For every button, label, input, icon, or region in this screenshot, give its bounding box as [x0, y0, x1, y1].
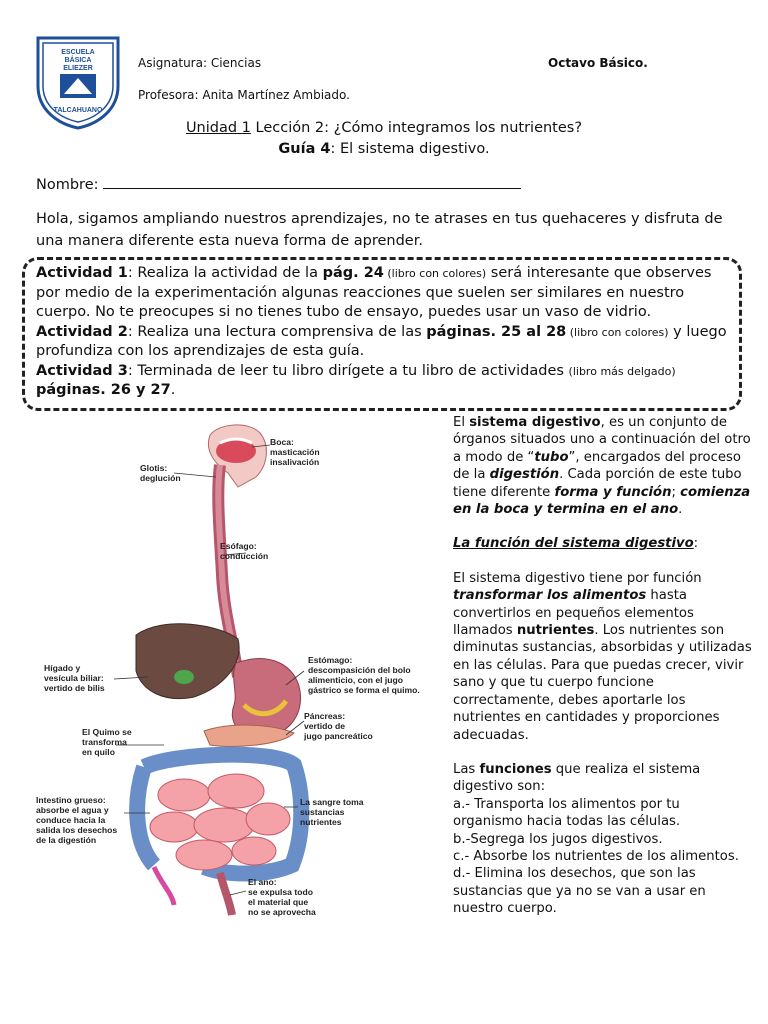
- p1-b: sistema digestivo: [469, 415, 601, 430]
- heading-colon: :: [693, 536, 699, 552]
- definition-paragraph: [453, 414, 753, 518]
- p2-d: nutrientes: [516, 623, 595, 639]
- activity-1-text: : Realiza la actividad de la: [127, 265, 323, 281]
- function-paragraph: [453, 570, 753, 744]
- p2-e: . Los nutrientes son diminutas sustancias, absorbidas y utilizadas en las células. Para que puedas crecer, vivir sano y que tu cuerpo funcione correctamente, debes aportarle los nutrientes en cantidades y proporciones adecuadas.: [453, 623, 752, 743]
- name-input-line[interactable]: [103, 176, 521, 189]
- label-esofago-1: Esófago:: [220, 541, 257, 551]
- label-intestino-2: absorbe el agua y: [36, 805, 109, 815]
- label-intestino-1: Intestino grueso:: [36, 795, 106, 805]
- label-pancreas-3: jugo pancreático: [304, 731, 373, 741]
- p3-b: funciones: [479, 761, 552, 777]
- label-ano-2: se expulsa todo: [248, 887, 313, 897]
- label-ano-3: el material que: [248, 897, 309, 907]
- activity-2-label: Actividad 2: [36, 323, 128, 340]
- p2-c: hasta convertirlos en pequeños elementos llamados: [453, 588, 694, 639]
- label-pancreas-1: Páncreas:: [304, 711, 346, 721]
- activity-2-pages: páginas. 25 al 28: [426, 323, 567, 340]
- label-estomago-3: alimenticio, con el jugo: [308, 675, 404, 685]
- p1-h: forma y función: [554, 484, 672, 500]
- label-estomago-2: descompasición del bolo: [308, 665, 411, 675]
- name-field: [36, 176, 521, 193]
- activity-3-pages: páginas. 26 y 27: [36, 382, 171, 398]
- label-sangre-2: sustancias: [300, 807, 345, 817]
- guide-title: [0, 141, 768, 157]
- logo-line-4: TALCAHUANO: [53, 107, 103, 114]
- logo-line-1: ESCUELA: [61, 49, 95, 56]
- p1-a: El: [453, 415, 470, 430]
- label-boca-3: insalivación: [270, 457, 320, 467]
- activity-1: [36, 264, 736, 323]
- label-quimo-3: en quilo: [82, 747, 115, 757]
- logo-line-3: ELIEZER: [63, 65, 93, 72]
- activity-1-rest: será interesante que observes por medio de la experimentación algunas reacciones que suelen ser similares en nuestro cuerpo. No te preocupes si no tienes tubo de ensayo, puedes usar un vaso de vidrio.: [36, 265, 712, 320]
- activity-3-rest: .: [170, 382, 176, 398]
- p1-f: digestión: [489, 467, 560, 483]
- label-boca-2: masticación: [270, 447, 320, 457]
- activities-list: [36, 264, 736, 401]
- intro-paragraph: Hola, sigamos ampliando nuestros aprendizajes, no te atrases en tus quehaceres y disfruta de una manera diferente esta nueva forma de aprender.: [36, 211, 723, 249]
- p2-a: El sistema digestivo tiene por función: [453, 570, 702, 586]
- label-intestino-5: de la digestión: [36, 835, 97, 845]
- label-pancreas-2: vertido de: [304, 721, 346, 731]
- activity-2: [36, 323, 736, 362]
- activity-3-note: (libro más delgado): [568, 364, 676, 378]
- label-intestino-4: salida los desechos: [36, 825, 118, 835]
- label-sangre-1: La sangre toma: [300, 797, 364, 807]
- label-glotis-1: Glotis:: [140, 463, 168, 473]
- activity-3-label: Actividad 3: [36, 362, 128, 379]
- p1-d: tubo: [534, 449, 569, 465]
- label-ano-4: no se aprovecha: [248, 907, 316, 917]
- guide-label: Guía 4: [278, 141, 331, 157]
- function-item-d: d.- Elimina los desechos, que son las sustancias que ya no se van a usar en nuestro cuerpo.: [453, 866, 706, 917]
- logo-line-2: BÁSICA: [64, 57, 92, 64]
- label-boca-1: Boca:: [270, 437, 294, 447]
- label-ano-1: El ano:: [248, 877, 277, 887]
- label-esofago-2: conducción: [220, 551, 269, 561]
- label-quimo-1: El Quimo se: [82, 727, 132, 737]
- label-sangre-3: nutrientes: [300, 817, 342, 827]
- lesson-label: Lección 2: ¿Cómo integramos los nutrientes?: [250, 120, 583, 136]
- label-higado-2: vesícula biliar:: [44, 673, 104, 683]
- p1-c: , es un conjunto de órganos situados uno a continuación del otro a modo de “: [453, 415, 751, 465]
- function-item-a: a.- Transporta los alimentos por tu organismo hacia todas las células.: [453, 796, 681, 830]
- p1-e: ”, encargados del proceso de la: [453, 449, 741, 483]
- p2-b: transformar los alimentos: [453, 588, 647, 604]
- digestive-system-diagram: [24, 415, 434, 930]
- p3-a: Las: [453, 761, 480, 777]
- subject-label: Asignatura: Ciencias: [138, 56, 262, 70]
- label-glotis-2: deglución: [140, 473, 181, 483]
- guide-name: : El sistema digestivo.: [330, 141, 490, 157]
- activity-2-note: (libro con colores): [566, 325, 669, 339]
- p3-c: que realiza el sistema digestivo son:: [453, 761, 701, 795]
- function-item-b: b.-Segrega los jugos digestivos.: [453, 831, 663, 847]
- school-logo: [34, 34, 122, 130]
- function-item-c: c.- Absorbe los nutrientes de los alimentos.: [453, 848, 739, 864]
- label-estomago-1: Estómago:: [308, 655, 353, 665]
- activity-3: [36, 362, 736, 401]
- heading-text: La función del sistema digestivo: [453, 536, 694, 552]
- teacher-label: Profesora: Anita Martínez Ambiado.: [138, 88, 350, 102]
- p1-i: ;: [671, 484, 681, 500]
- unit-label: Unidad 1: [185, 120, 251, 136]
- label-estomago-4: gástrico se forma el quimo.: [308, 685, 420, 695]
- activity-3-text: : Terminada de leer tu libro dirígete a tu libro de actividades: [127, 362, 569, 379]
- p1-g: . Cada porción de este tubo tiene diferente: [453, 467, 742, 500]
- functions-intro: [453, 761, 753, 796]
- activity-1-note: (libro con colores): [383, 267, 487, 280]
- name-label: Nombre:: [36, 177, 99, 193]
- explanation-column: [453, 414, 753, 918]
- activity-2-rest: y luego profundiza con los aprendizajes de esta guía.: [36, 323, 727, 359]
- label-higado-1: Hígado y: [44, 663, 81, 673]
- p1-j: comienza en la boca y termina en el ano: [453, 484, 751, 518]
- grade-label: Octavo Básico.: [548, 56, 648, 70]
- activity-2-text: : Realiza una lectura comprensiva de las: [127, 323, 427, 340]
- p1-k: .: [678, 502, 683, 518]
- unit-lesson-title: [0, 120, 768, 136]
- activity-1-label: Actividad 1: [36, 265, 128, 281]
- function-heading: [453, 535, 753, 552]
- label-intestino-3: conduce hacia la: [36, 815, 106, 825]
- label-higado-3: vertido de bilis: [44, 683, 105, 693]
- activity-1-page: pág. 24: [322, 265, 384, 281]
- label-quimo-2: transforma: [82, 737, 127, 747]
